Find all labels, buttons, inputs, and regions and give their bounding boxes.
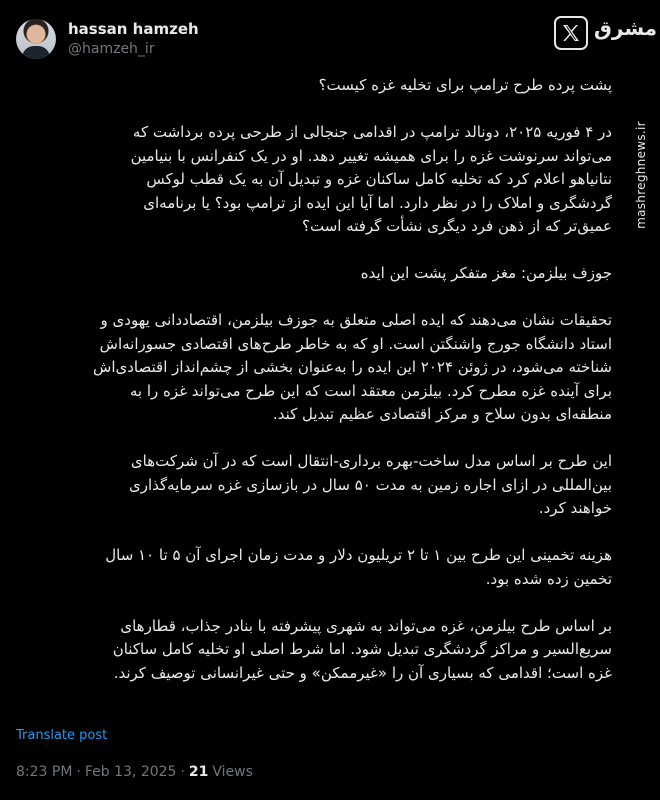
author-handle[interactable]: @hamzeh_ir [68,41,155,57]
post-body [92,64,612,709]
translate-post-link[interactable]: Translate post [16,728,108,743]
meta-separator: · [180,764,185,780]
site-watermark [632,60,650,290]
watermark-text: mashreghnews.ir [634,121,648,229]
post-paragraph: در ۴ فوریه ۲۰۲۵، دونالد ترامپ در اقدامی جنجالی از طرحی پرده برداشت که می‌تواند سرنوشت غزه را برای همیشه تغییر دهد. او در یک کنفرانس با بنیامین نتانیاهو اعلام کرد که تخلیه کامل ساکنان غزه و تبدیل آن به یک قطب لوکس گردشگری و املاک را در نظر دارد. اما آیا این ایده از ترامپ بود؟ یا برنامه‌ای عمیق‌تر که از ذهن فرد دیگری نشأت گرفته است؟ [130,123,612,235]
meta-separator: · [76,764,81,780]
views-label: Views [212,764,253,780]
post-paragraph: تحقیقات نشان می‌دهند که ایده اصلی متعلق به جوزف بیلزمن، اقتصاددانی یهودی و استاد دانشگاه جورج واشنگتن است. او که به خاطر طرح‌های اقتصادی جسورانه‌اش شناخته می‌شود، در ژوئن ۲۰۲۴ این ایده را به‌عنوان بخشی از چشم‌انداز اقتصادی‌اش برای آینده غزه مطرح کرد. بیلزمن معتقد است که این طرح می‌تواند غزه را به منطقه‌ای بدون سلاح و مرکز اقتصادی عظیم تبدیل کند. [93,311,612,423]
post-title: پشت پرده طرح ترامپ برای تخلیه غزه کیست؟ [318,76,612,94]
post-time[interactable]: 8:23 PM [16,764,73,780]
post-paragraph: این طرح بر اساس مدل ساخت-بهره برداری-انتقال است که در آن شرکت‌های بین‌المللی در ازای اجاره زمین به مدت ۵۰ سال در بازسازی غزه سرمایه‌گذاری خواهند کرد. [128,452,612,517]
avatar[interactable] [16,19,56,59]
post-paragraph: هزینه تخمینی این طرح بین ۱ تا ۲ تریلیون دلار و مدت زمان اجرای آن ۵ تا ۱۰ سال تخمین زده شده بود. [105,546,612,588]
post-paragraph: بر اساس طرح بیلزمن، غزه می‌تواند به شهری پیشرفته با بنادر جذاب، قطارهای سریع‌السیر و مراکز گردشگری تبدیل شود. اما شرط اصلی او تخلیه کامل ساکنان غزه است؛ اقدامی که بسیاری آن را «غیرممکن» و حتی غیرانسانی توصیف کرند. [112,616,612,682]
author-display-name[interactable]: hassan hamzeh [68,20,199,38]
x-logo-icon [554,16,588,50]
views-count: 21 [188,764,209,780]
author-info [68,19,199,59]
post-subheading: جوزف بیلزمن: مغز متفکر پشت این ایده [360,264,612,282]
post-date[interactable]: Feb 13, 2025 [84,764,177,780]
post-meta [16,764,253,780]
post-header [16,14,576,64]
brand-wordmark: مشرق [594,16,658,40]
